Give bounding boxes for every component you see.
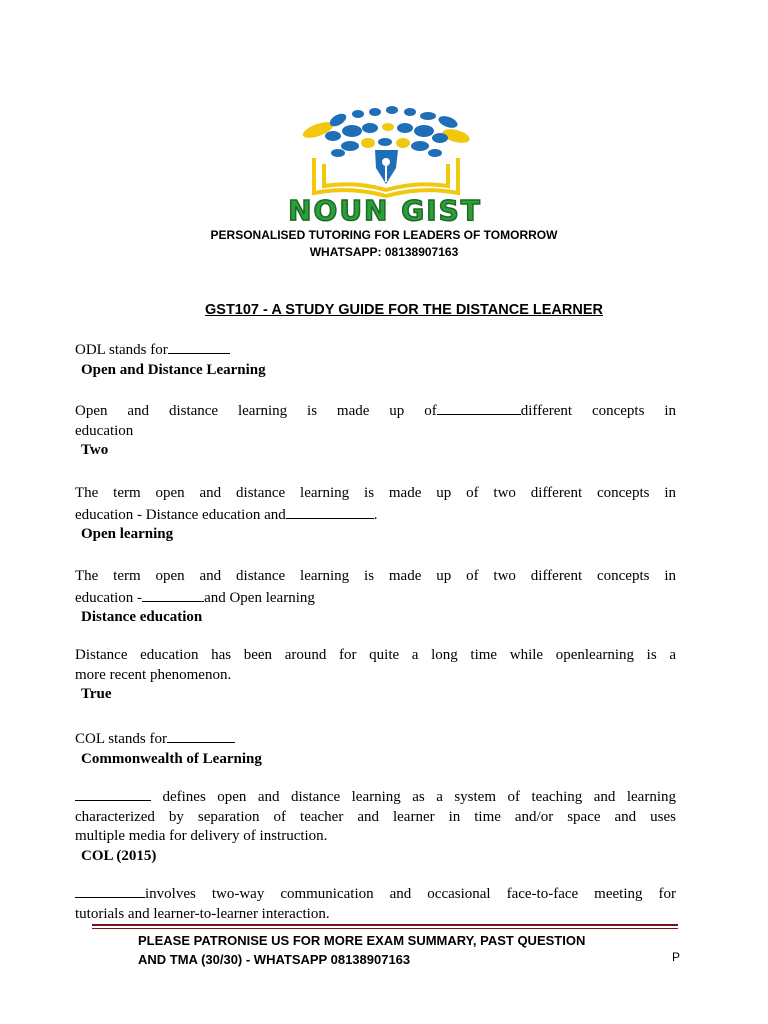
footer-divider-thin bbox=[92, 928, 678, 929]
answer-text: COL (2015) bbox=[81, 847, 157, 864]
fill-in-blank bbox=[286, 504, 374, 519]
question-text bbox=[75, 339, 676, 361]
qa-item bbox=[75, 400, 676, 461]
answer-text: Commonwealth of Learning bbox=[81, 750, 262, 767]
question-text-part: different concepts in bbox=[520, 403, 677, 419]
question-text bbox=[75, 567, 676, 608]
question-text bbox=[75, 400, 676, 441]
answer-text: Open learning bbox=[81, 526, 174, 542]
question-text-part: involves two-way communication and occasional face-to-face meeting for bbox=[145, 886, 676, 902]
tree-leaves-icon bbox=[301, 106, 471, 157]
tagline: PERSONALISED TUTORING FOR LEADERS OF TOMORROW bbox=[210, 228, 558, 242]
fill-in-blank bbox=[75, 786, 151, 801]
noun-gist-logo bbox=[210, 98, 560, 228]
question-text bbox=[75, 883, 676, 924]
question-text-part: Open and distance learning is made up of bbox=[75, 403, 437, 419]
qa-item bbox=[75, 567, 676, 628]
qa-item bbox=[75, 786, 676, 866]
question-text-part: education bbox=[75, 422, 134, 439]
qa-item bbox=[75, 339, 676, 380]
question-text bbox=[75, 786, 676, 847]
page-mark: P bbox=[672, 950, 681, 964]
qa-item bbox=[75, 728, 676, 769]
answer-text: Distance education bbox=[81, 609, 203, 625]
question-text-part: characterized by separation of teacher and learner in time and/or space and uses bbox=[75, 808, 676, 825]
footer-line-1: PLEASE PATRONISE US FOR MORE EXAM SUMMARY, PAST QUESTION bbox=[138, 933, 586, 948]
question-text-part: multiple media for delivery of instruction. bbox=[75, 828, 328, 844]
footer-text bbox=[138, 931, 681, 969]
qa-item bbox=[75, 646, 676, 705]
answer-text: Open and Distance Learning bbox=[81, 361, 266, 378]
question-text-part: and Open learning bbox=[204, 589, 315, 606]
question-text-part: COL stands for bbox=[75, 731, 167, 747]
fill-in-blank bbox=[167, 728, 235, 743]
answer-text: True bbox=[81, 686, 112, 702]
question-text-part: more recent phenomenon. bbox=[75, 666, 232, 683]
question-text bbox=[75, 484, 676, 525]
whatsapp-contact: WHATSAPP: 08138907163 bbox=[309, 245, 459, 259]
question-text bbox=[75, 728, 676, 750]
answer-text: Two bbox=[81, 442, 109, 458]
pen-nib-icon bbox=[375, 150, 398, 184]
question-text-part: . bbox=[373, 506, 378, 523]
question-text-part: The term open and distance learning is made up of two different concepts in bbox=[75, 568, 676, 584]
question-text-part: defines open and distance learning as a system of teaching and learning bbox=[151, 789, 676, 805]
question-text-part: The term open and distance learning is made up of two different concepts in bbox=[75, 485, 676, 501]
fill-in-blank bbox=[168, 339, 230, 354]
brand-wordmark: NOUN GIST bbox=[288, 194, 482, 227]
fill-in-blank bbox=[75, 883, 145, 898]
question-text-part: Distance education has been around for quite a long time while openlearning is a bbox=[75, 647, 676, 663]
question-text-part: tutorials and learner-to-learner interaction. bbox=[75, 905, 330, 922]
footer-line-2: AND TMA (30/30) - WHATSAPP 08138907163 bbox=[138, 952, 411, 967]
question-text-part: education - Distance education and bbox=[75, 506, 286, 523]
qa-item bbox=[75, 883, 676, 924]
fill-in-blank bbox=[142, 587, 204, 602]
qa-item bbox=[75, 484, 676, 545]
fill-in-blank bbox=[437, 400, 521, 415]
question-text-part: education - bbox=[75, 589, 143, 606]
question-text bbox=[75, 646, 676, 685]
footer-divider bbox=[92, 924, 678, 926]
question-text-part: ODL stands for bbox=[75, 342, 168, 358]
page-title: GST107 - A STUDY GUIDE FOR THE DISTANCE LEARNER bbox=[205, 302, 603, 318]
